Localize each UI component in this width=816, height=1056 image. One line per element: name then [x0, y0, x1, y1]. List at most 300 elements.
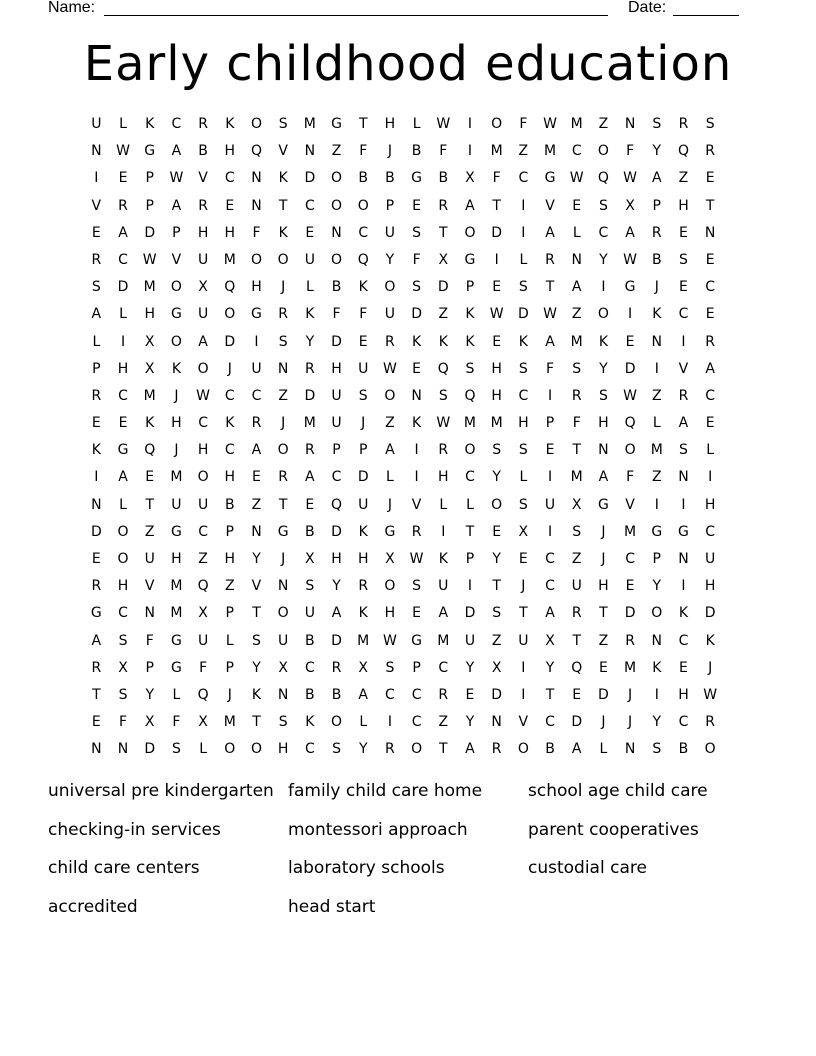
grid-letter: F — [359, 143, 368, 160]
grid-letter: S — [171, 741, 181, 758]
grid-letter: O — [170, 279, 182, 296]
grid-letter: V — [198, 170, 208, 187]
grid-row — [83, 301, 733, 328]
grid-letter: E — [305, 224, 315, 241]
grid-letter: K — [518, 333, 528, 350]
grid-letter: H — [224, 224, 236, 241]
grid-letter: P — [652, 551, 661, 567]
grid-letter: D — [90, 523, 102, 540]
grid-letter: S — [305, 578, 315, 595]
grid-letter: H — [598, 578, 609, 595]
grid-letter: D — [357, 469, 369, 486]
grid-row — [83, 682, 733, 709]
grid-letter: L — [119, 116, 127, 132]
grid-letter: R — [304, 360, 315, 377]
grid-letter: S — [492, 442, 502, 459]
grid-letter: O — [117, 523, 129, 540]
grid-row — [83, 736, 733, 763]
grid-letter: A — [571, 279, 582, 296]
grid-letter: Q — [197, 578, 209, 595]
grid-letter: B — [305, 632, 315, 649]
grid-letter: N — [144, 605, 155, 622]
grid-letter: C — [198, 523, 208, 540]
grid-letter: G — [597, 496, 609, 513]
grid-letter: T — [145, 496, 154, 513]
grid-letter: O — [224, 306, 236, 323]
grid-letter: S — [252, 632, 261, 649]
grid-letter: U — [171, 496, 182, 513]
grid-row — [83, 193, 733, 220]
grid-letter: Q — [144, 442, 156, 459]
grid-letter: S — [278, 714, 288, 731]
grid-letter: T — [572, 632, 581, 649]
grid-letter: B — [224, 496, 235, 513]
grid-letter: T — [705, 197, 715, 214]
grid-letter: M — [650, 442, 663, 459]
grid-letter: I — [547, 469, 553, 486]
grid-letter: O — [357, 197, 369, 214]
grid-letter: C — [705, 387, 716, 404]
grid-letter: R — [198, 197, 208, 214]
grid-letter: C — [705, 523, 716, 540]
grid-letter: R — [545, 251, 555, 268]
grid-letter: C — [598, 224, 609, 241]
grid-letter: O — [197, 469, 209, 486]
grid-letter: Z — [144, 523, 155, 540]
grid-letter: K — [465, 306, 475, 323]
grid-letter: E — [412, 360, 422, 377]
grid-letter: H — [197, 224, 209, 241]
grid-letter: X — [144, 333, 155, 350]
grid-letter: U — [144, 551, 155, 567]
grid-letter: C — [411, 714, 422, 731]
grid-letter: Y — [492, 551, 501, 567]
grid-letter: M — [463, 415, 477, 432]
grid-letter: W — [382, 360, 397, 377]
grid-letter: E — [492, 279, 502, 296]
grid-letter: Z — [598, 116, 609, 132]
grid-letter: M — [303, 116, 316, 132]
grid-letter: H — [678, 197, 689, 214]
grid-letter: J — [174, 442, 179, 459]
grid-letter: Q — [197, 686, 209, 703]
grid-letter: I — [521, 224, 526, 241]
grid-letter: O — [517, 741, 529, 758]
grid-letter: T — [439, 224, 448, 241]
grid-letter: P — [225, 605, 234, 622]
grid-letter: A — [545, 605, 555, 622]
grid-letter: S — [118, 686, 128, 703]
grid-letter: L — [466, 496, 474, 513]
grid-letter: R — [411, 523, 422, 540]
grid-letter: J — [387, 143, 392, 160]
word-bank-item: custodial care — [528, 858, 647, 879]
grid-letter: X — [518, 523, 529, 540]
grid-letter: P — [385, 197, 395, 214]
grid-letter: H — [331, 360, 342, 377]
grid-letter: M — [570, 116, 583, 132]
grid-letter: A — [358, 686, 368, 703]
grid-row — [83, 628, 733, 655]
grid-letter: P — [225, 523, 234, 540]
grid-letter: K — [705, 632, 715, 649]
grid-letter: F — [439, 143, 448, 160]
grid-letter: P — [465, 279, 475, 296]
grid-letter: H — [438, 469, 449, 486]
grid-letter: E — [625, 333, 635, 350]
grid-letter: W — [623, 251, 638, 268]
grid-letter: M — [624, 523, 637, 540]
grid-letter: A — [465, 741, 475, 758]
grid-letter: V — [678, 360, 689, 377]
grid-letter: I — [547, 387, 553, 404]
grid-letter: T — [492, 578, 501, 595]
grid-letter: A — [598, 469, 609, 486]
grid-letter: I — [521, 686, 526, 703]
grid-letter: R — [331, 659, 342, 676]
grid-letter: S — [572, 523, 582, 540]
grid-letter: U — [91, 116, 102, 132]
grid-letter: U — [304, 251, 315, 268]
grid-letter: E — [679, 224, 688, 241]
grid-letter: N — [678, 551, 689, 567]
grid-letter: L — [386, 469, 394, 486]
grid-letter: C — [705, 279, 716, 296]
grid-letter: S — [705, 116, 715, 132]
grid-letter: R — [91, 659, 102, 676]
grid-letter: C — [411, 686, 422, 703]
grid-letter: B — [198, 143, 208, 160]
date-label: Date: — [628, 0, 667, 16]
grid-letter: S — [652, 116, 662, 132]
grid-letter: T — [572, 442, 581, 459]
grid-letter: N — [624, 741, 636, 758]
grid-letter: J — [628, 714, 633, 731]
name-label: Name: — [48, 0, 96, 16]
grid-letter: G — [144, 143, 156, 160]
grid-letter: S — [572, 360, 582, 377]
grid-letter: F — [199, 659, 208, 676]
grid-letter: D — [411, 306, 422, 323]
grid-letter: W — [169, 170, 184, 187]
grid-letter: B — [438, 170, 449, 187]
grid-letter: O — [704, 741, 716, 758]
grid-letter: C — [331, 469, 342, 486]
grid-letter: E — [225, 197, 235, 214]
grid-letter: N — [651, 333, 663, 350]
grid-letter: E — [91, 224, 101, 241]
grid-row — [83, 247, 733, 274]
grid-letter: V — [411, 496, 422, 513]
grid-letter: Z — [385, 415, 395, 432]
grid-letter: L — [599, 741, 608, 758]
grid-letter: P — [92, 360, 101, 377]
grid-letter: U — [358, 496, 369, 513]
grid-letter: Y — [492, 469, 501, 486]
grid-letter: I — [254, 333, 259, 350]
grid-row — [83, 437, 733, 464]
grid-letter: O — [277, 442, 289, 459]
grid-letter: N — [251, 170, 262, 187]
grid-letter: K — [251, 686, 262, 703]
grid-letter: D — [144, 741, 156, 758]
header-row — [48, 0, 748, 20]
grid-letter: J — [601, 523, 606, 540]
grid-letter: R — [571, 605, 582, 622]
grid-letter: A — [545, 224, 555, 241]
grid-letter: X — [625, 197, 635, 214]
grid-letter: S — [518, 360, 528, 377]
grid-letter: Z — [224, 578, 235, 595]
grid-letter: T — [545, 686, 555, 703]
grid-letter: R — [438, 686, 449, 703]
grid-letter: O — [277, 605, 289, 622]
grid-letter: K — [171, 360, 181, 377]
grid-letter: G — [678, 523, 689, 540]
grid-letter: C — [678, 714, 689, 731]
grid-letter: N — [331, 224, 342, 241]
grid-row — [83, 573, 733, 600]
grid-letter: H — [384, 605, 396, 622]
word-bank-item: laboratory schools — [288, 858, 445, 879]
grid-letter: E — [679, 659, 688, 676]
grid-letter: S — [412, 224, 422, 241]
grid-letter: I — [521, 659, 526, 676]
grid-letter: P — [145, 170, 154, 187]
grid-letter: G — [464, 251, 476, 268]
grid-letter: A — [465, 197, 475, 214]
grid-letter: X — [545, 632, 555, 649]
grid-letter: K — [145, 415, 155, 432]
grid-letter: O — [117, 551, 129, 567]
grid-letter: C — [518, 170, 529, 187]
grid-letter: R — [438, 442, 449, 459]
grid-letter: E — [358, 333, 368, 350]
grid-letter: L — [119, 496, 127, 513]
grid-letter: R — [304, 442, 315, 459]
grid-letter: E — [412, 197, 422, 214]
grid-letter: C — [438, 659, 449, 676]
grid-letter: E — [412, 605, 422, 622]
grid-letter: U — [464, 632, 476, 649]
grid-letter: V — [625, 496, 635, 513]
grid-letter: S — [518, 496, 528, 513]
grid-letter: Q — [224, 279, 236, 296]
grid-letter: I — [654, 360, 659, 377]
grid-letter: K — [278, 170, 288, 187]
grid-letter: E — [465, 686, 475, 703]
grid-letter: N — [251, 197, 262, 214]
grid-letter: Z — [438, 714, 449, 731]
grid-row — [83, 329, 733, 356]
grid-letter: R — [385, 333, 395, 350]
grid-letter: H — [704, 496, 716, 513]
grid-letter: M — [357, 632, 370, 649]
grid-letter: N — [91, 143, 102, 160]
grid-letter: B — [305, 686, 315, 703]
grid-letter: D — [517, 306, 529, 323]
grid-letter: L — [119, 306, 127, 323]
grid-letter: N — [598, 442, 609, 459]
grid-letter: O — [624, 442, 636, 459]
grid-row — [83, 546, 733, 573]
grid-letter: H — [197, 442, 209, 459]
grid-letter: M — [490, 143, 503, 160]
grid-letter: G — [411, 632, 423, 649]
grid-letter: G — [170, 306, 182, 323]
grid-letter: C — [198, 415, 208, 432]
word-bank-item: school age child care — [528, 781, 708, 801]
grid-letter: K — [91, 442, 101, 459]
grid-letter: O — [384, 387, 396, 404]
grid-letter: L — [172, 686, 181, 703]
grid-letter: P — [412, 659, 421, 676]
grid-letter: T — [439, 741, 448, 758]
grid-letter: O — [170, 333, 182, 350]
grid-letter: P — [145, 659, 154, 676]
grid-letter: F — [626, 469, 635, 486]
grid-letter: J — [601, 714, 606, 731]
grid-letter: J — [387, 496, 392, 513]
grid-letter: U — [518, 632, 529, 649]
grid-row — [83, 655, 733, 682]
grid-letter: I — [681, 333, 686, 350]
word-bank-item: head start — [288, 897, 376, 918]
grid-row — [83, 410, 733, 437]
grid-letter: H — [224, 143, 236, 160]
grid-letter: A — [118, 224, 128, 241]
grid-letter: X — [144, 360, 155, 377]
grid-letter: Y — [652, 578, 662, 595]
grid-letter: V — [278, 143, 288, 160]
grid-letter: A — [171, 143, 182, 160]
grid-letter: W — [703, 686, 718, 703]
grid-letter: X — [198, 279, 208, 296]
grid-letter: H — [331, 551, 342, 567]
grid-letter: O — [597, 306, 609, 323]
grid-letter: L — [305, 279, 314, 296]
grid-letter: I — [547, 523, 553, 540]
grid-letter: M — [170, 578, 183, 595]
grid-letter: E — [705, 251, 715, 268]
grid-letter: T — [465, 523, 475, 540]
grid-letter: F — [519, 116, 528, 132]
grid-letter: S — [118, 632, 128, 649]
grid-letter: X — [465, 170, 475, 187]
grid-letter: B — [305, 523, 315, 540]
grid-letter: T — [92, 686, 101, 703]
grid-letter: P — [145, 197, 154, 214]
grid-letter: C — [118, 605, 128, 622]
grid-letter: N — [277, 578, 289, 595]
grid-letter: X — [198, 605, 208, 622]
grid-row — [83, 165, 733, 192]
date-line[interactable] — [673, 15, 739, 16]
grid-row — [83, 111, 733, 138]
grid-letter: A — [678, 415, 689, 432]
grid-letter: B — [545, 741, 555, 758]
grid-letter: M — [143, 387, 156, 404]
grid-letter: A — [118, 469, 128, 486]
grid-letter: A — [305, 469, 315, 486]
grid-letter: D — [144, 224, 156, 241]
grid-letter: O — [331, 170, 343, 187]
grid-letter: H — [251, 279, 262, 296]
grid-letter: Z — [651, 469, 662, 486]
grid-letter: B — [385, 170, 395, 187]
grid-letter: E — [492, 523, 502, 540]
grid-letter: O — [384, 279, 396, 296]
grid-letter: Z — [438, 306, 449, 323]
grid-letter: S — [518, 279, 528, 296]
word-bank-item: montessori approach — [288, 819, 468, 840]
grid-letter: D — [491, 224, 503, 241]
grid-letter: L — [572, 224, 581, 241]
grid-letter: Z — [678, 170, 689, 187]
grid-letter: S — [492, 605, 502, 622]
grid-letter: R — [678, 387, 689, 404]
grid-letter: J — [281, 279, 286, 296]
grid-letter: H — [224, 469, 236, 486]
grid-letter: P — [225, 659, 234, 676]
name-line[interactable] — [104, 15, 608, 16]
grid-letter: G — [90, 605, 102, 622]
grid-letter: O — [384, 578, 396, 595]
grid-letter: B — [331, 686, 342, 703]
grid-letter: M — [437, 632, 450, 649]
grid-letter: N — [277, 686, 289, 703]
grid-letter: D — [624, 605, 636, 622]
grid-letter: Y — [652, 143, 662, 160]
page-title: Early childhood education — [83, 36, 733, 92]
grid-letter: Z — [278, 387, 288, 404]
grid-letter: D — [624, 360, 636, 377]
grid-letter: E — [91, 551, 101, 567]
grid-letter: C — [224, 442, 235, 459]
grid-letter: S — [385, 659, 395, 676]
grid-letter: D — [437, 279, 449, 296]
grid-letter: V — [171, 251, 182, 268]
grid-letter: N — [117, 741, 129, 758]
grid-letter: D — [224, 333, 236, 350]
grid-letter: Y — [465, 659, 475, 676]
grid-letter: W — [543, 116, 557, 132]
grid-letter: A — [91, 632, 102, 649]
grid-letter: H — [224, 551, 236, 567]
grid-letter: C — [358, 224, 369, 241]
grid-letter: R — [678, 116, 689, 132]
grid-letter: L — [519, 469, 528, 486]
grid-letter: P — [358, 442, 368, 459]
grid-letter: G — [251, 306, 262, 323]
grid-letter: F — [546, 360, 555, 377]
grid-letter: H — [117, 360, 129, 377]
grid-letter: X — [438, 251, 449, 268]
grid-letter: R — [651, 224, 662, 241]
grid-letter: Y — [145, 686, 154, 703]
grid-letter: E — [118, 170, 128, 187]
grid-letter: E — [492, 333, 502, 350]
grid-letter: N — [704, 224, 716, 241]
grid-row — [83, 492, 733, 519]
grid-letter: C — [678, 306, 689, 323]
grid-letter: X — [571, 496, 582, 513]
grid-letter: J — [521, 578, 526, 595]
grid-letter: K — [358, 523, 368, 540]
grid-letter: M — [143, 279, 156, 296]
grid-letter: C — [171, 116, 182, 132]
grid-letter: J — [654, 279, 659, 296]
